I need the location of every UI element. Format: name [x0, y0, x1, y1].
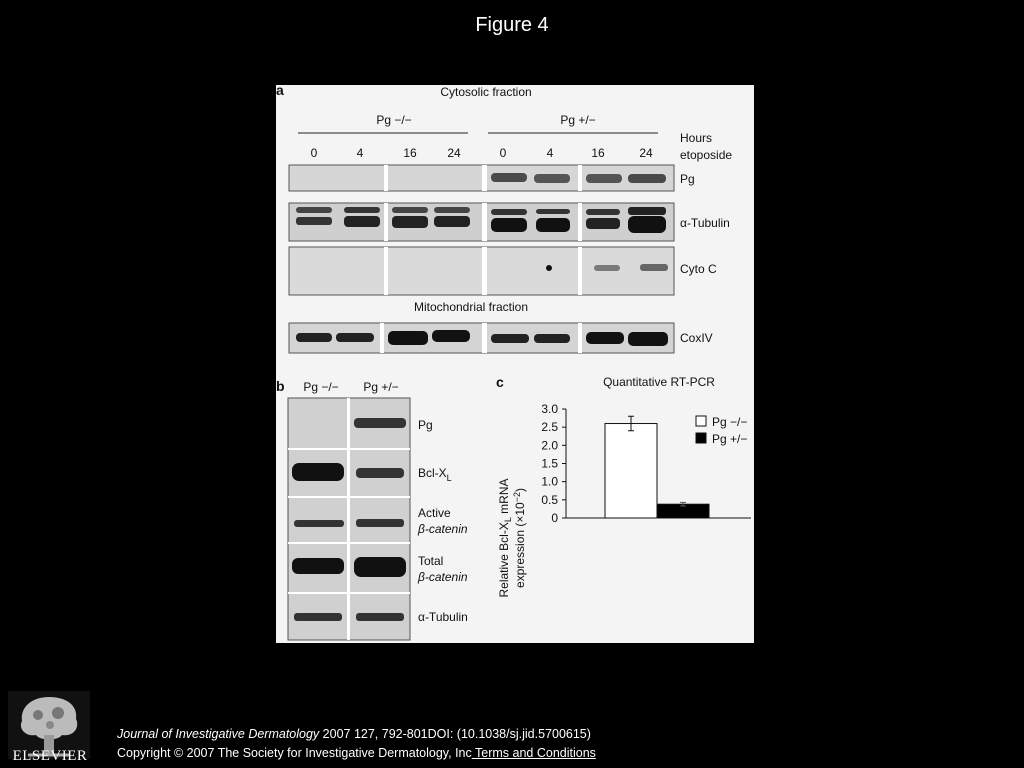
group-left-label-b: Pg −/−	[303, 380, 339, 394]
copyright-text: Copyright © 2007 The Society for Investigative Dermatology, Inc	[117, 746, 472, 760]
blot-label: Pg	[680, 172, 695, 186]
blot-label-b: β-catenin	[418, 570, 468, 584]
timepoint-labels	[311, 146, 653, 160]
chart-ylabel-line1: Relative Bcl-$X_L$ mRNA	[497, 478, 513, 598]
timepoint-label: 16	[403, 146, 417, 160]
terms-link[interactable]: Terms and Conditions	[471, 746, 596, 760]
footer-copyright	[117, 746, 596, 760]
timepoint-label: 0	[310, 146, 318, 160]
panel-c-label: c	[496, 374, 504, 390]
y-tick-label: 0.5	[541, 492, 558, 507]
y-tick-label: 2.5	[541, 420, 558, 435]
blot-coxiv-a	[289, 323, 674, 353]
panel-b-label: b	[276, 378, 285, 394]
timepoint-label: 16	[591, 146, 605, 160]
group-right-label-a: Pg +/−	[560, 113, 596, 127]
y-tick-label: 0	[551, 511, 558, 525]
etoposide-label: etoposide	[680, 148, 733, 162]
blot-label: α-Tubulin	[680, 216, 730, 230]
legend-swatch-pg-plus	[696, 433, 706, 443]
timepoint-label: 4	[356, 146, 364, 160]
citation-details: 2007 127, 792-801DOI: (10.1038/sj.jid.5700615)	[319, 727, 591, 741]
slide-title: Figure 4	[475, 14, 549, 36]
chart-bars	[605, 416, 709, 518]
blot-label-b: Bcl-$X_L$	[418, 466, 452, 483]
blot-label-b: Total	[418, 554, 444, 568]
blot-label-b: Pg	[418, 418, 433, 432]
y-tick-label: 1.5	[541, 456, 558, 471]
elsevier-wordmark: ELSEVIER	[12, 748, 88, 764]
group-left-label-a: Pg −/−	[376, 113, 412, 127]
panel-a-label: a	[276, 85, 284, 98]
chart-title: Quantitative RT-PCR	[603, 375, 715, 389]
blot-label-b: α-Tubulin	[418, 610, 468, 624]
group-right-label-b: Pg +/−	[363, 380, 399, 394]
y-tick-label: 1.0	[541, 474, 558, 489]
blot-label-b: Active	[418, 506, 451, 520]
timepoint-label: 4	[546, 146, 554, 160]
footer-citation	[117, 727, 591, 741]
bar	[605, 424, 657, 518]
blot-label-b: β-catenin	[418, 522, 468, 536]
timepoint-label: 0	[499, 146, 507, 160]
figure-svg	[276, 85, 754, 643]
chart-ylabel	[497, 478, 527, 597]
blot-panel-b	[288, 398, 410, 640]
timepoint-label: 24	[639, 146, 653, 160]
journal-name: Journal of Investigative Dermatology	[117, 727, 320, 741]
figure-panel	[276, 85, 754, 643]
mitochondrial-fraction-label: Mitochondrial fraction	[413, 300, 529, 314]
blot-label: Cyto C	[680, 262, 717, 276]
y-tick-label: 2.0	[541, 438, 558, 453]
legend-swatch-pg-minus	[696, 416, 706, 426]
hours-label: Hours	[680, 131, 713, 145]
blot-cyto-c-a	[289, 247, 674, 295]
y-tick-label: 3.0	[541, 402, 558, 416]
blot-label: CoxIV	[680, 331, 713, 345]
blot-pg-a	[289, 165, 674, 191]
cytosolic-fraction-label: Cytosolic fraction	[440, 85, 532, 99]
blot-alpha-tubulin-a	[289, 203, 674, 241]
timepoint-label: 24	[447, 146, 461, 160]
chart-legend	[696, 415, 747, 446]
legend-label: Pg +/−	[712, 432, 748, 446]
legend-label: Pg −/−	[712, 415, 748, 429]
chart-y-ticks	[541, 402, 566, 525]
chart-ylabel-line2: expression $(\times 10^{-2})$	[512, 488, 527, 588]
